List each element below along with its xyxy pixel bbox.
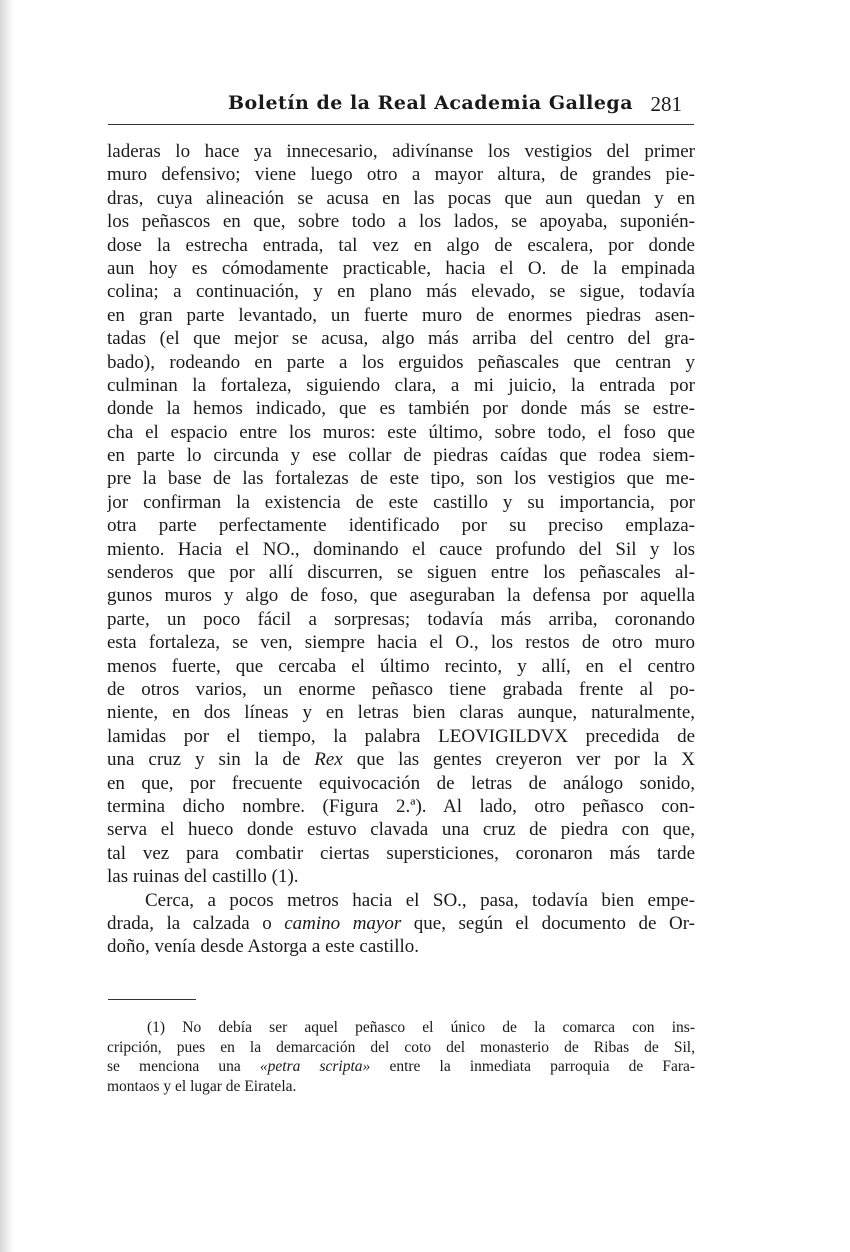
text-line: tal vez para combatir ciertas supersticiones, coronaron más tarde [107,842,695,864]
text-line: colina; a continuación, y en plano más elevado, se sigue, todavía [107,281,695,303]
text-line: otra parte perfectamente identificado por su preciso emplaza- [107,515,695,537]
text-segment: una cruz y sin la de [107,749,301,771]
text-line: dras, cuya alineación se acusa en las pocas que aun quedan y en [107,187,695,209]
text-line: los peñascos en que, sobre todo a los lados, se apoyaba, suponién- [107,211,695,233]
italic-petra-scripta: «petra scripta» [259,1058,371,1075]
text-segment: entre la inmediata parroquia de Fara- [389,1058,695,1075]
text-line: en que, por frecuente equivocación de letras de análogo sonido, [107,772,695,794]
text-line: las ruinas del castillo (1). [107,866,299,888]
text-line: donde la hemos indicado, que es también por donde más se estre- [107,398,695,420]
footnote-line [107,1057,695,1077]
text-line: lamidas por el tiempo, la palabra LEOVIGILDVX precedida de [107,725,695,747]
running-title: Boletín de la Real Academia Gallega [228,92,634,114]
text-line: miento. Hacia el NO., dominando el cauce profundo del Sil y los [107,538,695,560]
text-line: cha el espacio entre los muros: este último, sobre todo, el foso que [107,421,695,443]
text-line: menos fuerte, que cercaba el último recinto, y allí, en el centro [107,655,695,677]
text-segment: que las gentes creyeron ver por la X [356,749,695,771]
text-line: parte, un poco fácil a sorpresas; todavía más arriba, coronando [107,608,695,630]
text-segment: se menciona una [107,1058,241,1075]
text-line: termina dicho nombre. (Figura 2.ª). Al lado, otro peñasco con- [107,795,695,817]
text-line: gunos muros y algo de foso, que aseguraban la defensa por aquella [107,585,695,607]
scan-edge [0,0,14,1252]
paragraph-2-line: doño, venía desde Astorga a este castillo. [107,936,420,958]
footnote-line: cripción, pues en la demarcación del coto del monasterio de Ribas de Sil, [107,1038,695,1056]
text-line: pre la base de las fortalezas de este tipo, son los vestigios que me- [107,468,695,490]
text-line: en gran parte levantado, un fuerte muro de enormes piedras asen- [107,304,695,326]
paragraph-2-line: Cerca, a pocos metros hacia el SO., pasa, todavía bien empe- [145,889,695,911]
text-line-rex [107,748,695,771]
text-line: tadas (el que mejor se acusa, algo más arriba del centro del gra- [107,328,695,350]
text-line: serva el hueco donde estuvo clavada una cruz de piedra con que, [107,819,695,841]
page-number: 281 [650,92,682,116]
footnote-line: montaos y el lugar de Eiratela. [107,1077,297,1095]
text-line: culminan la fortaleza, siguiendo clara, a mi juicio, la entrada por [107,374,695,396]
text-line: laderas lo hace ya innecesario, adivínanse los vestigios del primer [107,141,695,162]
text-line: esta fortaleza, se ven, siempre hacia el O., los restos de otro muro [107,632,695,654]
main-text [107,140,695,959]
footnote-line: (1) No debía ser aquel peñasco el único de la comarca con ins- [147,1019,695,1036]
text-line: jor confirman la existencia de este castillo y su importancia, por [107,491,695,513]
text-line: dose la estrecha entrada, tal vez en algo de escalera, por donde [107,234,695,256]
italic-camino-mayor: camino mayor [284,912,402,934]
text-line: de otros varios, un enorme peñasco tiene grabada frente al po- [107,678,695,700]
text-segment: drada, la calzada o [107,912,272,934]
text-line: bado), rodeando en parte a los erguidos peñascales que centran y [107,351,695,373]
text-line: en parte lo circunda y ese collar de piedras caídas que rodea siem- [107,445,695,467]
footnote [107,1018,695,1096]
italic-rex: Rex [314,749,343,771]
text-line: senderos que por allí discurren, se siguen entre los peñascales al- [107,562,695,584]
text-line: aun hoy es cómodamente practicable, hacia el O. de la empinada [107,257,695,279]
text-line: niente, en dos líneas y en letras bien claras aunque, naturalmente, [107,702,695,724]
page-header [108,88,694,125]
footnote-rule [108,999,196,1000]
text-segment: que, según el documento de Or- [413,912,695,934]
text-line: muro defensivo; viene luego otro a mayor altura, de grandes pie- [107,164,695,186]
paragraph-2-line [107,912,695,935]
